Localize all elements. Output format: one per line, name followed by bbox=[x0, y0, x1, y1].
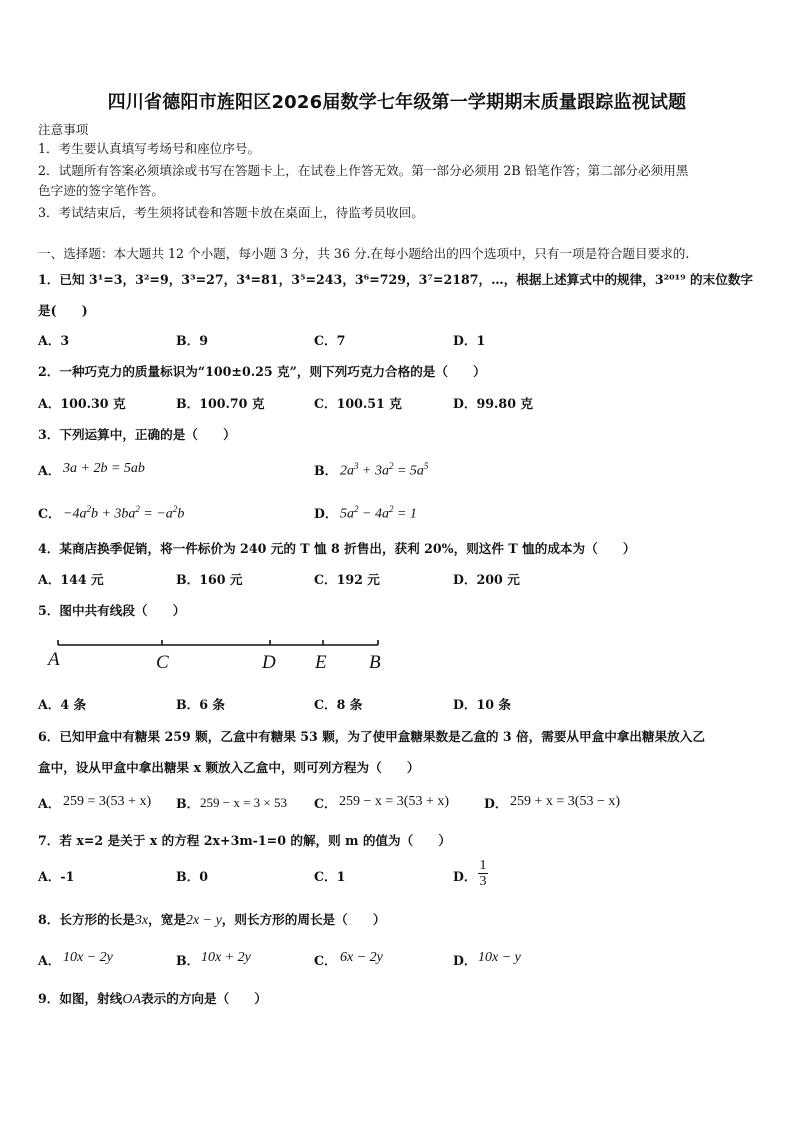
q6-label-b: B． bbox=[176, 796, 200, 811]
q3-option-a: 3a + 2b = 5ab bbox=[63, 461, 145, 476]
q4-option-b: B．160 元 bbox=[176, 572, 243, 587]
notice-item-3: 3．考试结束后，考生须将试卷和答题卡放在桌面上，待监考员收回。 bbox=[38, 205, 424, 220]
q6-label-d: D． bbox=[484, 796, 508, 811]
q7-stem: 7．若 x=2 是关于 x 的方程 2x+3m-1=0 的解，则 m 的值为（ ） bbox=[38, 833, 451, 848]
q5-option-a: A．4 条 bbox=[38, 697, 87, 712]
q5-option-b: B．6 条 bbox=[176, 697, 225, 712]
q7-option-a: A．-1 bbox=[38, 869, 75, 884]
q5-option-c: C．8 条 bbox=[314, 697, 363, 712]
q5-option-d: D．10 条 bbox=[453, 697, 512, 712]
page-title: 四川省德阳市旌阳区2026届数学七年级第一学期期末质量跟踪监视试题 bbox=[107, 92, 687, 113]
q3-label-d: D． bbox=[314, 506, 338, 521]
q7-option-d: D． bbox=[453, 869, 477, 884]
section-heading: 一、选择题：本大题共 12 个小题，每小题 3 分，共 36 分.在每小题给出的四个选项中，只有一项是符合题目要求的. bbox=[38, 246, 690, 261]
q7-option-b: B．0 bbox=[176, 869, 209, 884]
q9-ray: OA bbox=[122, 992, 141, 1007]
q6-stem: 6．已知甲盒中有糖果 259 颗，乙盒中有糖果 53 颗，为了使甲盒糖果数是乙盒的 3 倍，需要从甲盒中拿出糖果放入乙 bbox=[38, 729, 705, 744]
q3-label-b: B． bbox=[314, 463, 338, 478]
notice-item-1: 1．考生要认真填写考场号和座位序号。 bbox=[38, 141, 261, 156]
q8-label-b: B． bbox=[176, 953, 200, 968]
q4-option-a: A．144 元 bbox=[38, 572, 104, 587]
q4-stem: 4．某商店换季促销，将一件标价为 240 元的 T 恤 8 折售出，获利 20%，则这件 T 恤的成本为（ ） bbox=[38, 541, 636, 556]
point-b-label: B bbox=[369, 652, 381, 673]
q4-option-d: D．200 元 bbox=[453, 572, 520, 587]
q8-label-c: C． bbox=[314, 953, 337, 968]
fraction-denominator: 3 bbox=[479, 874, 487, 889]
q8-length: 3x bbox=[134, 913, 149, 928]
q3-option-c: $-4a^2b + 3ba^2 = -a^2b$ bbox=[63, 504, 185, 522]
fraction-numerator: 1 bbox=[479, 858, 487, 873]
point-d-label: D bbox=[262, 652, 276, 673]
q8-stem-b: ，宽是 bbox=[148, 912, 186, 927]
q2-option-a: A．100.30 克 bbox=[38, 396, 126, 411]
q7-option-c: C．1 bbox=[314, 869, 346, 884]
point-c-label: C bbox=[156, 652, 169, 673]
q6-option-b: 259 − x = 3 × 53 bbox=[200, 795, 287, 810]
q6-label-c: C． bbox=[314, 796, 337, 811]
q2-stem: 2．一种巧克力的质量标识为“100±0.25 克”，则下列巧克力合格的是（ ） bbox=[38, 364, 486, 379]
q6-option-d: 259 + x = 3(53 − x) bbox=[510, 794, 621, 809]
q3-option-b: $2a^3 + 3a^2 = 5a^5$ bbox=[340, 461, 429, 479]
q2-option-c: C．100.51 克 bbox=[314, 396, 402, 411]
q8-option-c: 6x − 2y bbox=[340, 950, 383, 965]
q8-width: 2x − y bbox=[185, 913, 222, 928]
q9-stem-b: 表示的方向是（ ） bbox=[141, 991, 267, 1006]
point-a-label: A bbox=[48, 649, 60, 670]
segment-figure bbox=[40, 632, 400, 678]
q6-label-a: A． bbox=[38, 796, 61, 811]
q8-stem bbox=[38, 909, 386, 929]
q3-label-c: C． bbox=[38, 506, 61, 521]
q8-option-a: 10x − 2y bbox=[63, 950, 113, 965]
q8-option-d: 10x − y bbox=[478, 950, 521, 965]
q1-option-a: A．3 bbox=[38, 333, 70, 348]
q7-option-d-fraction bbox=[478, 858, 488, 889]
q8-stem-a: 8．长方形的长是 bbox=[38, 912, 135, 927]
q1-option-d: D．1 bbox=[453, 333, 486, 348]
q3-option-d: $5a^2 - 4a^2 = 1$ bbox=[340, 504, 417, 522]
q6-stem-cont: 盒中，设从甲盒中拿出糖果 x 颗放入乙盒中，则可列方程为（ ） bbox=[38, 760, 420, 775]
q1-stem-cont: 是( ) bbox=[38, 303, 88, 318]
notice-heading: 注意事项 bbox=[38, 122, 89, 137]
q6-option-a: 259 = 3(53 + x) bbox=[63, 794, 152, 809]
q1-stem: 1．已知 3¹=3，3²=9，3³=27，3⁴=81，3⁵=243，3⁶=729，3⁷=2187，…，根据上述算式中的规律，3²⁰¹⁹ 的末位数字 bbox=[38, 272, 754, 287]
q3-stem: 3．下列运算中，正确的是（ ） bbox=[38, 427, 236, 442]
q4-option-c: C．192 元 bbox=[314, 572, 380, 587]
notice-item-2-cont: 色字迹的签字笔作答。 bbox=[38, 183, 164, 198]
q2-option-d: D．99.80 克 bbox=[453, 396, 533, 411]
q5-stem: 5．图中共有线段（ ） bbox=[38, 603, 186, 618]
q2-option-b: B．100.70 克 bbox=[176, 396, 265, 411]
q9-stem bbox=[38, 988, 267, 1008]
q9-stem-a: 9．如图，射线 bbox=[38, 991, 123, 1006]
q8-option-b: 10x + 2y bbox=[201, 950, 251, 965]
q6-option-c: 259 − x = 3(53 + x) bbox=[339, 794, 450, 809]
point-e-label: E bbox=[315, 652, 327, 673]
notice-item-2: 2．试题所有答案必须填涂或书写在答题卡上，在试卷上作答无效。第一部分必须用 2B 铅笔作答；第二部分必须用黑 bbox=[38, 163, 689, 178]
q3-label-a: A． bbox=[38, 463, 61, 478]
q8-stem-c: ，则长方形的周长是（ ） bbox=[221, 912, 386, 927]
q8-label-a: A． bbox=[38, 953, 61, 968]
q8-label-d: D． bbox=[453, 953, 477, 968]
q1-option-b: B．9 bbox=[176, 333, 209, 348]
q1-option-c: C．7 bbox=[314, 333, 346, 348]
